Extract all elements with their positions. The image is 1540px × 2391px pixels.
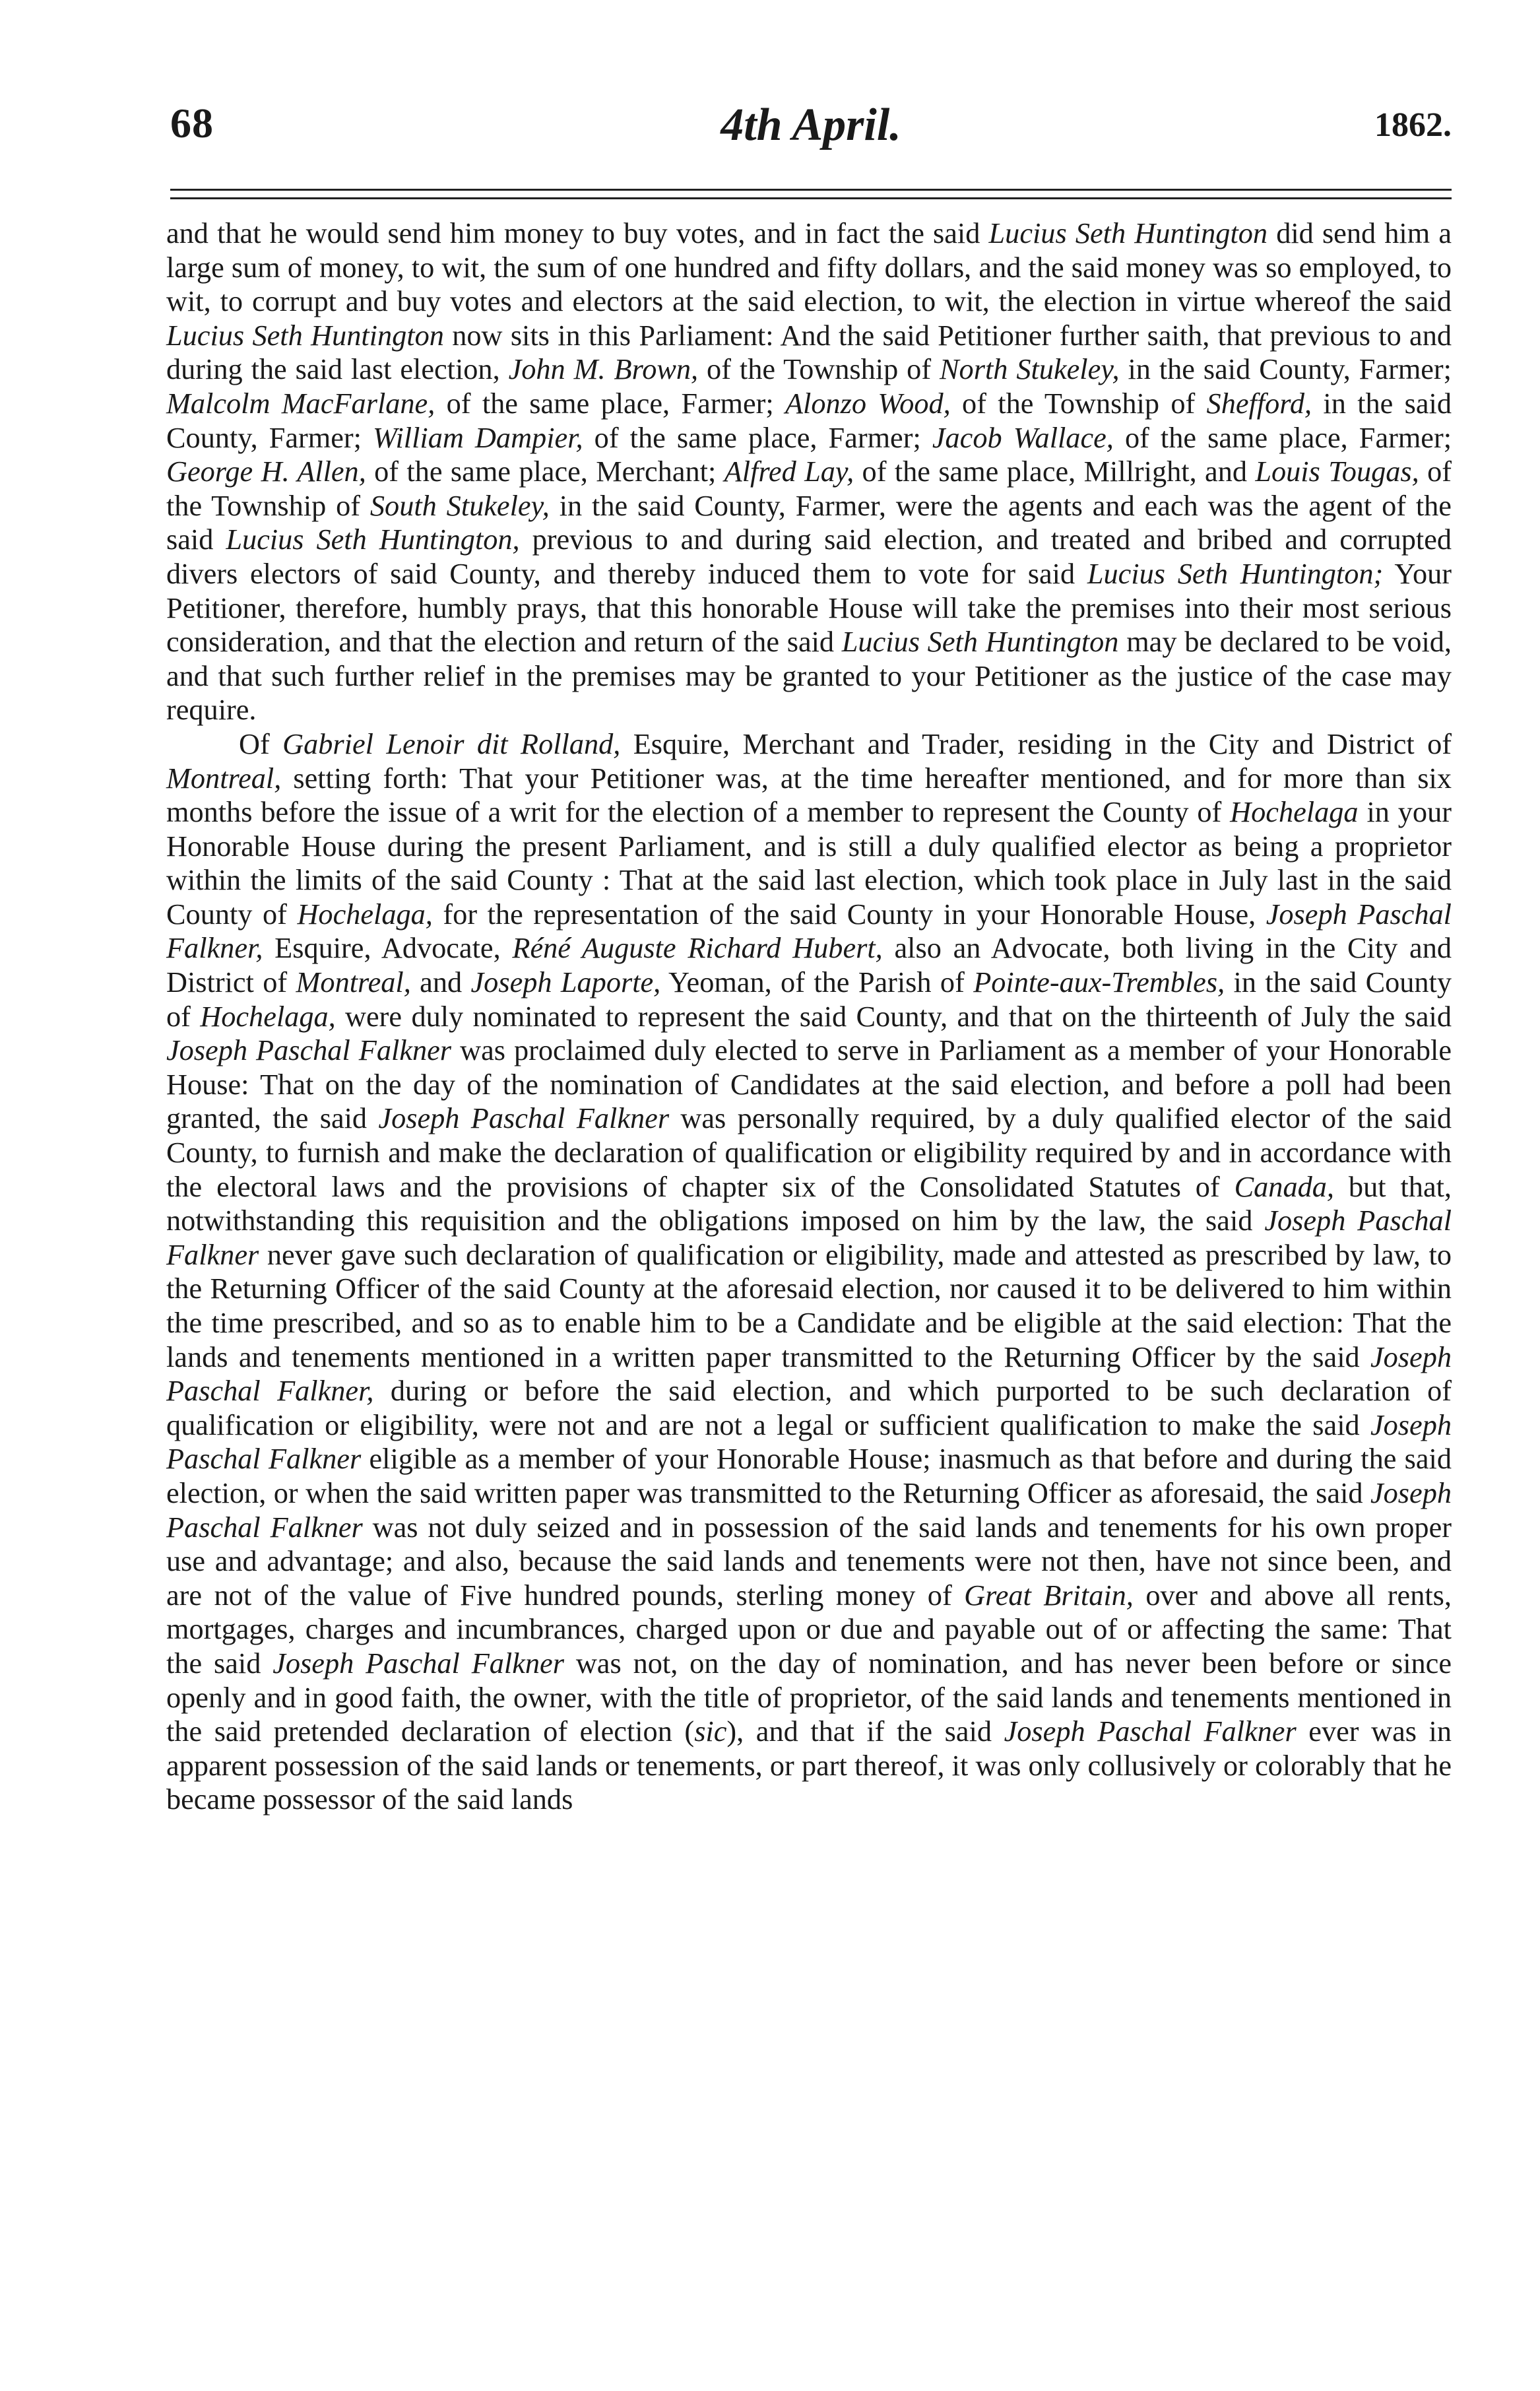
italic-name: Great Britain, [964, 1579, 1134, 1612]
italic-name: Joseph Paschal Falkner [378, 1102, 670, 1135]
text-run: in the said County, Farmer; [166, 387, 1452, 454]
paragraph-petition-huntington [166, 216, 1452, 727]
text-run: never gave such declaration of qualification or eligibility, made and attested as prescribed by law, to the Returning Officer of the said County at the aforesaid election, nor caused it to be delivered to him within the time prescribed, and so as to enable him to be a Candidate and be eligible at the said election: That the lands and tenements mentioned in a written paper transmitted to the Returning Officer by the said [166, 1238, 1452, 1373]
italic-name: Montreal, [166, 762, 282, 795]
italic-name: Lucius Seth Huntington [841, 626, 1119, 659]
text-run: now sits in this Parliament: And the said Petitioner further saith, that previous to and during the said last election, [166, 319, 1452, 386]
italic-name: William Dampier, [373, 421, 583, 454]
italic-name: Joseph Paschal Falkner, [166, 898, 1452, 965]
italic-name: Alonzo Wood, [785, 387, 951, 420]
italic-name: Lucius Seth Huntington [166, 319, 444, 352]
italic-name: Joseph Paschal Falkner, [166, 1340, 1452, 1408]
italic-name: Gabriel Lenoir dit Rolland, [282, 727, 621, 760]
italic-name: Hochelaga [1230, 796, 1359, 829]
text-run: Esquire, Advocate, [263, 932, 513, 965]
italic-name: Hochelaga, [297, 898, 433, 931]
text-run: Esquire, Merchant and Trader, residing in the City and District of [620, 727, 1452, 760]
text-run: in the said County, Farmer, were the agents and each was the agent of the said [166, 489, 1452, 556]
italic-name: Joseph Paschal Falkner [166, 1476, 1452, 1544]
text-run: in your Honorable House during the present Parliament, and is still a duly qualified elector as being a proprietor within the limits of the said County : That at the said last election, which took place in July last in the said County of [166, 796, 1452, 931]
italic-name: Lucius Seth Huntington; [1087, 557, 1384, 590]
italic-name: South Stukeley, [369, 489, 550, 522]
italic-name: Montreal, [296, 966, 411, 999]
text-run: of the same place, Farmer; [435, 387, 785, 420]
italic-name: Joseph Paschal Falkner [166, 1204, 1452, 1271]
italic-name: Réné Auguste Richard Hubert, [512, 932, 883, 965]
text-run: in the said County of [166, 966, 1452, 1033]
text-run: previous to and during said election, and treated and bribed and corrupted divers electors of said County, and thereby induced them to vote for said [166, 523, 1452, 590]
text-run: did send him a large sum of money, to wit, the sum of one hundred and fifty dollars, and the said money was so employed, to wit, to corrupt and buy votes and electors at the said election, to wit, the election in virtue whereof the said [166, 217, 1452, 318]
text-run: was not duly seized and in possession of the said lands and tenements for his own proper use and advantage; and also, because the said lands and tenements were not then, have not since been, and are not of the value of Five hundred pounds, sterling money of [166, 1511, 1452, 1612]
text-run: ever was in apparent possession of the said lands or tenements, or part thereof, it was only collusively or colorably that he became possessor of the said lands [166, 1715, 1452, 1816]
text-run: of the same place, Merchant; [366, 455, 724, 488]
italic-name: Hochelaga, [200, 1000, 336, 1033]
text-run: also an Advocate, both living in the City and District of [166, 932, 1452, 999]
text-run: setting forth: That your Petitioner was, at the time hereafter mentioned, and for more than six months before the issue of a writ for the election of a member to represent the County of [166, 762, 1452, 829]
page-header [170, 99, 1452, 158]
text-run: of the same place, Farmer; [1113, 421, 1452, 454]
text-run: for the representation of the said County in your Honorable House, [432, 898, 1266, 931]
text-run: Your Petitioner, therefore, humbly prays, that this honorable House will take the premises into their most serious consideration, and that the election and return of the said [166, 557, 1452, 659]
text-run: and [410, 966, 471, 999]
italic-name: Shefford, [1206, 387, 1312, 420]
running-title: 4th April. [721, 100, 901, 150]
text-run: may be declared to be void, and that such further relief in the premises may be granted to your Petitioner as the justice of the case may require. [166, 626, 1452, 727]
italic-name: Joseph Paschal Falkner [166, 1408, 1452, 1476]
text-run: was proclaimed duly elected to serve in Parliament as a member of your Honorable House: That on the day of the nomination of Candidates at the said election, and before a poll had been granted, the said [166, 1034, 1452, 1135]
italic-name: Canada, [1234, 1170, 1334, 1203]
text-run: Of [239, 727, 283, 760]
text-run: but that, notwithstanding this requisition and the obligations imposed on him by the law, the said [166, 1170, 1452, 1237]
text-run: of the Township of [950, 387, 1207, 420]
text-run: ), and that if the said [726, 1715, 1004, 1748]
text-run: of the same place, Millright, and [854, 455, 1256, 488]
italic-name: Pointe-aux-Trembles, [973, 966, 1225, 999]
italic-name: Joseph Paschal Falkner [166, 1034, 452, 1067]
text-run: of the same place, Farmer; [583, 421, 932, 454]
italic-name: Malcolm MacFarlane, [166, 387, 435, 420]
text-run: Yeoman, of the Parish of [660, 966, 974, 999]
italic-name: John M. Brown, [508, 353, 699, 386]
body-text [166, 216, 1452, 1817]
text-run: and that he would send him money to buy votes, and in fact the said [166, 217, 989, 249]
italic-name: sic [694, 1715, 727, 1748]
text-run: was not, on the day of nomination, and has never been before or since openly and in good faith, the owner, with the title of proprietor, of the said lands and tenements mentioned in the said pretended declaration of election ( [166, 1647, 1452, 1748]
text-run: in the said County, Farmer; [1119, 353, 1452, 386]
text-run: during or before the said election, and which purported to be such declaration of qualification or eligibility, were not and are not a legal or sufficient qualification to make the said [166, 1375, 1452, 1441]
paragraph-petition-falkner [166, 727, 1452, 1817]
text-run: of the Township of [698, 353, 940, 386]
italic-name: Joseph Laporte, [470, 966, 661, 999]
italic-name: North Stukeley, [940, 353, 1120, 386]
text-run: over and above all rents, mortgages, charges and incumbrances, charged upon or due and payable out of or affecting the same: That the said [166, 1579, 1452, 1680]
italic-name: Alfred Lay, [724, 455, 854, 488]
italic-name: Lucius Seth Huntington [988, 217, 1268, 249]
header-rule [170, 189, 1452, 199]
text-run: eligible as a member of your Honorable House; inasmuch as that before and during the said election, or when the said written paper was transmitted to the Returning Officer as aforesaid, the said [166, 1443, 1452, 1509]
italic-name: Lucius Seth Huntington, [226, 523, 520, 556]
italic-name: Joseph Paschal Falkner [1004, 1715, 1297, 1748]
italic-name: George H. Allen, [166, 455, 366, 488]
page-number: 68 [170, 100, 214, 147]
header-year: 1862. [1374, 106, 1452, 144]
text-run: were duly nominated to represent the said County, and that on the thirteenth of July the said [335, 1000, 1452, 1033]
italic-name: Jacob Wallace, [932, 421, 1114, 454]
text-run: was personally required, by a duly qualified elector of the said County, to furnish and make the declaration of qualification or eligibility required by and in accordance with the electoral laws and the provisions of chapter six of the Consolidated Statutes of [166, 1102, 1452, 1203]
italic-name: Louis Tougas, [1255, 455, 1419, 488]
italic-name: Joseph Paschal Falkner [273, 1647, 564, 1680]
text-run: of the Township of [166, 455, 1452, 522]
